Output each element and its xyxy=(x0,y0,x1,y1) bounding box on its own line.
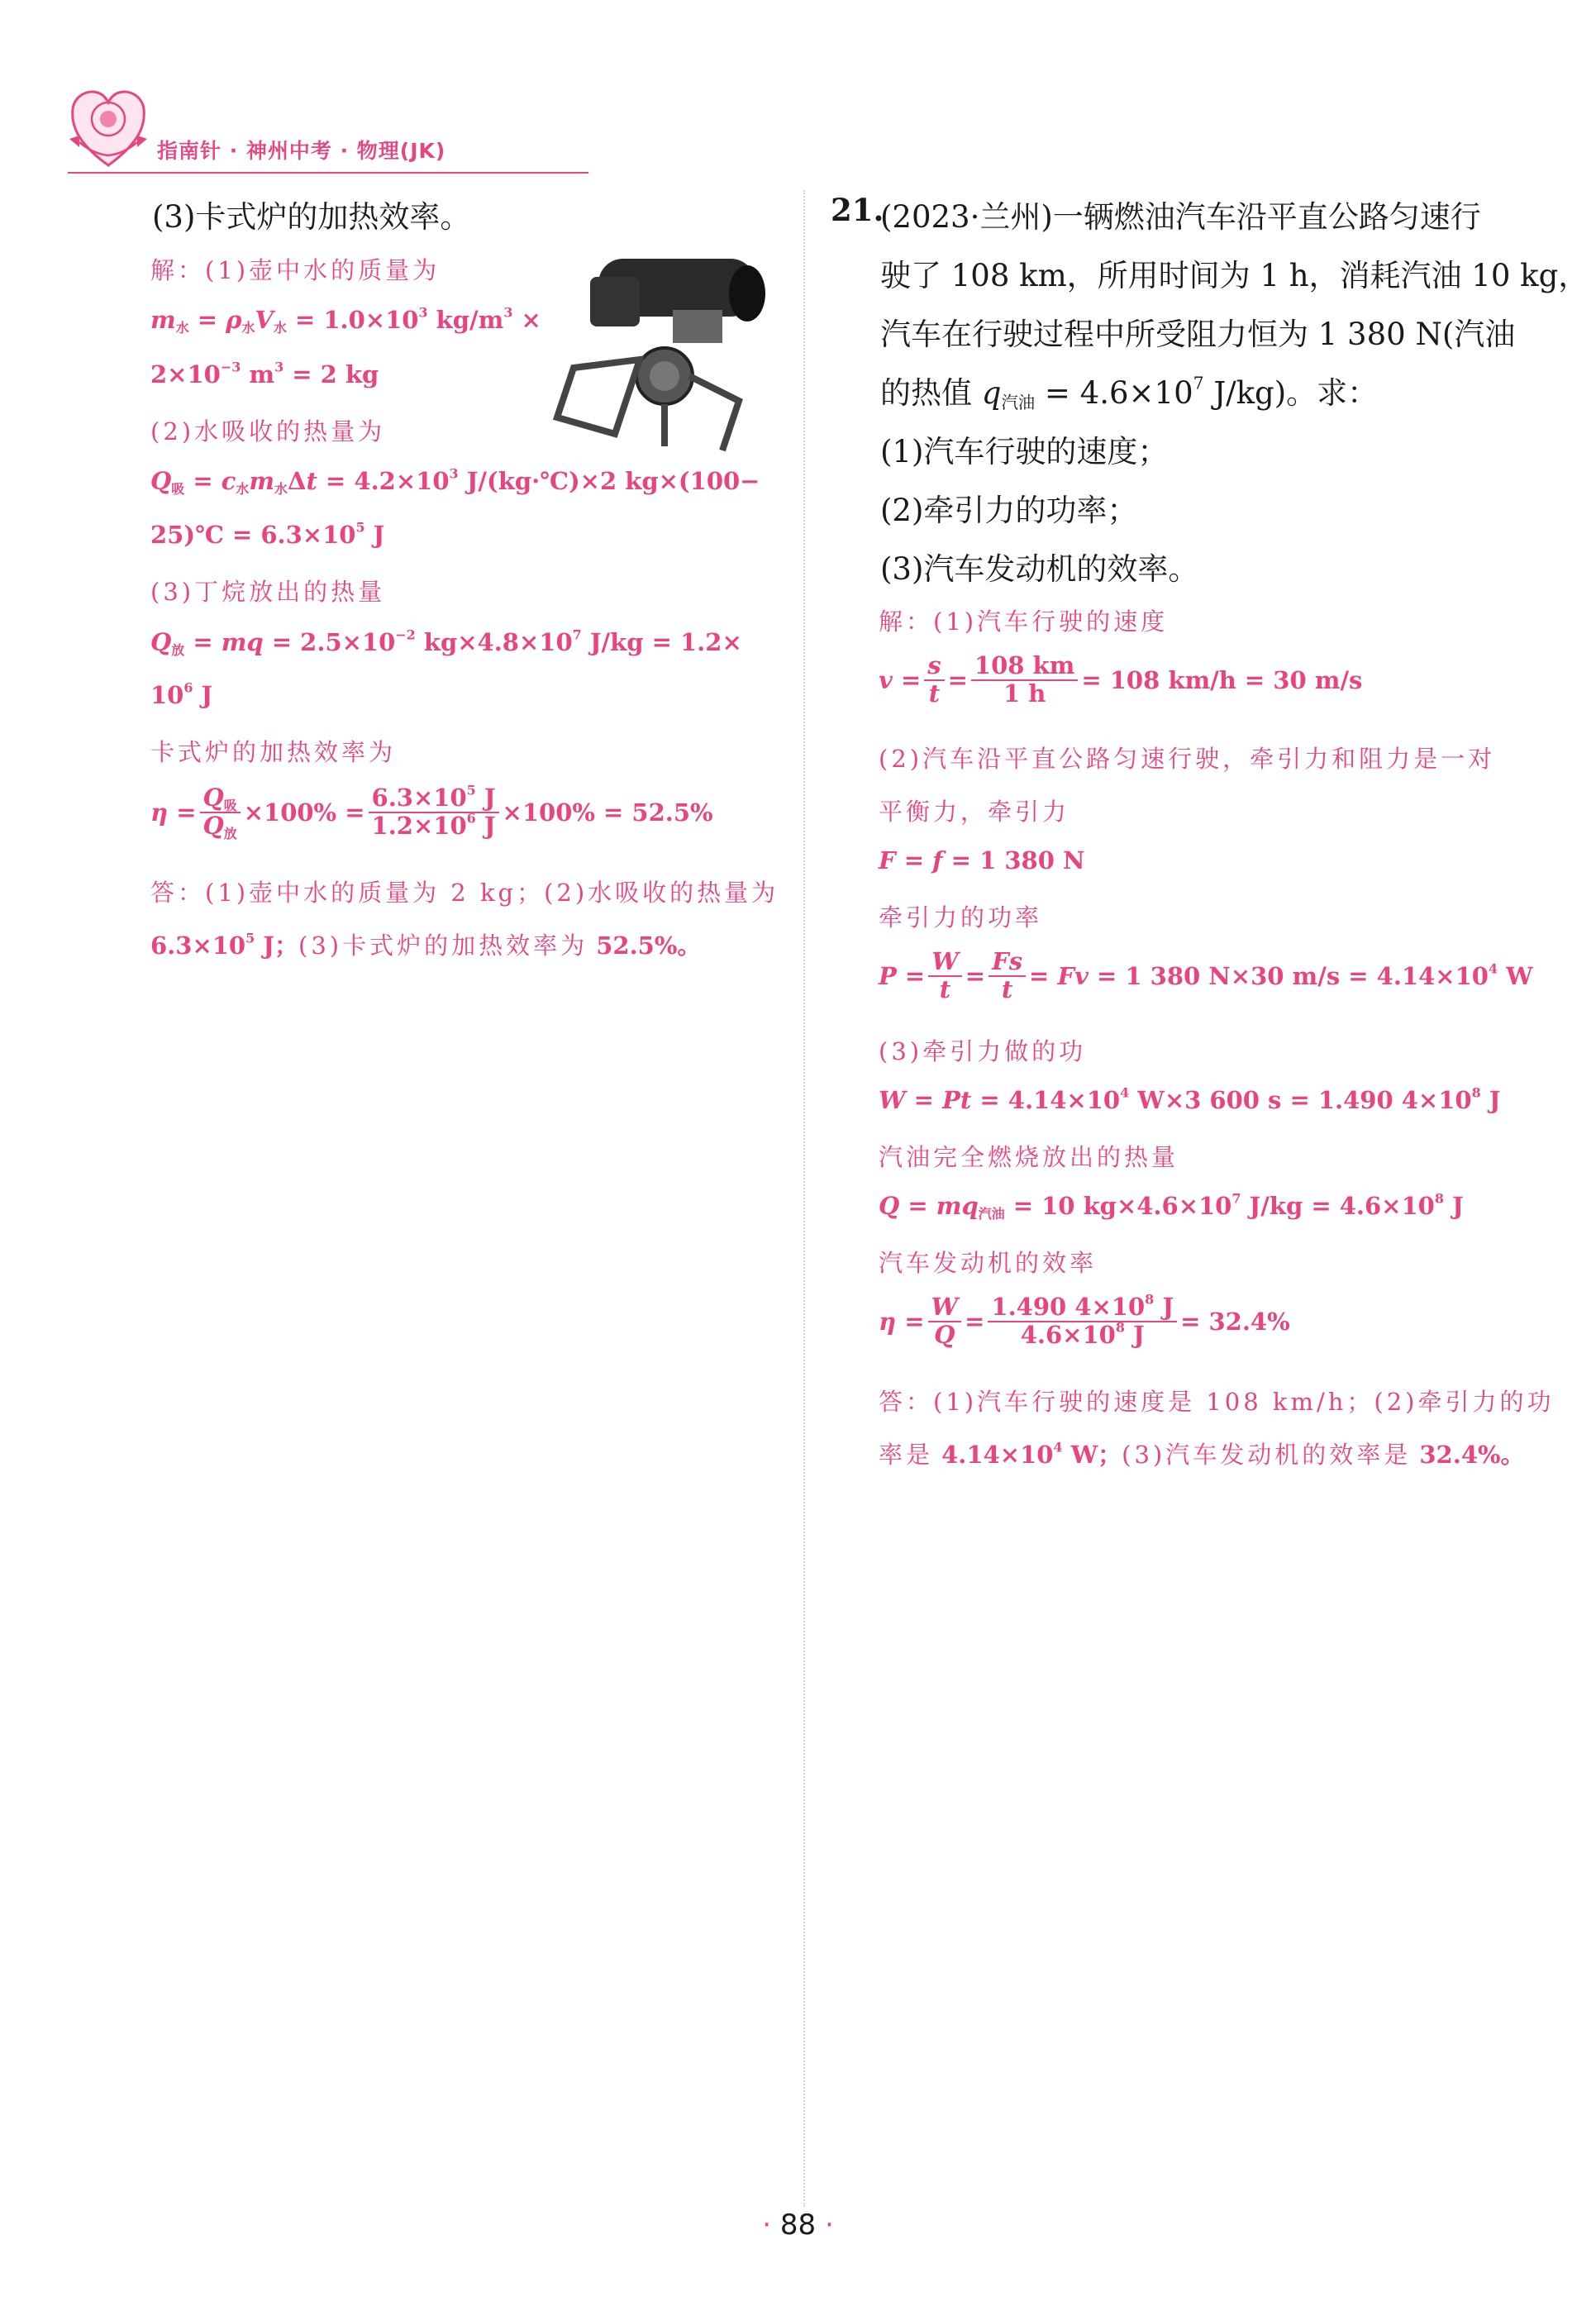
right-stem-line3: 汽车在行驶过程中所受阻力恒为 1 380 N(汽油 xyxy=(880,317,1516,352)
right-power-heading: 牵引力的功率 xyxy=(879,903,1043,931)
left-water-mass-line2: $2\times 10^{-3}$ $m^3 = 2$ kg xyxy=(150,359,379,388)
left-part3-heading: (3)丁烷放出的热量 xyxy=(150,578,386,606)
left-efficiency-heading: 卡式炉的加热效率为 xyxy=(150,738,397,766)
right-sub2: (2)牵引力的功率； xyxy=(880,493,1138,528)
right-efficiency-formula: η = $\frac{W}{Q}$ = $\frac{1.490 4\times 10^8 J}{4.6\times 10^8 J}$ = 32.4% xyxy=(879,1291,1290,1349)
publisher-logo-icon xyxy=(68,84,149,170)
left-heat-absorbed-line2: 25)℃ = $6.3\times 10^5$ J xyxy=(150,519,385,549)
right-sub1: (1)汽车行驶的速度； xyxy=(880,434,1169,469)
left-solution-heading: 解：(1)壶中水的质量为 xyxy=(150,256,441,284)
right-sub3: (3)汽车发动机的效率。 xyxy=(880,551,1199,587)
left-answer-line2: $6.3\times 10^5$ J；(3)卡式炉的加热效率为 52.5%。 xyxy=(150,930,702,960)
right-force-equation: F = f = 1 380 N xyxy=(879,846,1085,874)
left-answer-line1: 答：(1)壶中水的质量为 2 kg；(2)水吸收的热量为 xyxy=(150,879,779,907)
left-heat-absorbed-line1: $Q_吸 = c_水m_水\Delta t = 4.2\times 10^3$ J/(kg·℃)×2 kg×(100− xyxy=(150,465,760,497)
right-answer-line2: 率是 $4.14\times 10^4$ W；(3)汽车发动机的效率是 32.4%。 xyxy=(879,1439,1525,1469)
right-stem-line1: (2023·兰州)一辆燃油汽车沿平直公路匀速行 xyxy=(880,199,1481,235)
right-work-formula: $W = Pt = 4.14\times 10^4$ W×3 600 s = 1.490 $4\times 10^8$ J xyxy=(879,1084,1501,1114)
right-stem-line2: 驶了 108 km，所用时间为 1 h，消耗汽油 10 kg， xyxy=(880,258,1589,293)
right-power-formula: P = $\frac{W}{t}$ = $\frac{Fs}{t}$ = Fv = 1 380 N×30 $m/s = 4.14\times 10^4$ W xyxy=(879,947,1533,1003)
left-heat-released-line2: $10^6$ J xyxy=(150,679,213,709)
left-heat-released-line1: $Q_放$ = mq = $2.5\times 10^{-2}$ $kg\times 4.8\times 10^7$ J/kg = 1.2× xyxy=(150,627,742,658)
right-answer-line1: 答：(1)汽车行驶的速度是 108 km/h；(2)牵引力的功 xyxy=(879,1388,1555,1416)
right-part2-line2: 平衡力，牵引力 xyxy=(879,798,1070,826)
right-heat-formula: $Q = mq_{汽油} = 10$ $kg\times 4.6\times 10^7$ $J/kg = 4.6\times 10^8$ J xyxy=(879,1190,1464,1222)
left-part2-heading: (2)水吸收的热量为 xyxy=(150,417,386,445)
right-part2-line1: (2)汽车沿平直公路匀速行驶，牵引力和阻力是一对 xyxy=(879,745,1496,773)
gas-stove-image xyxy=(541,252,774,457)
left-water-mass-line1: $m_水 = \rho_水V_水 = 1.0\times 10^3$ $kg/m^3$ × xyxy=(150,304,541,336)
left-question-part3: (3)卡式炉的加热效率。 xyxy=(152,199,471,235)
column-divider xyxy=(803,190,805,2207)
right-heat-heading: 汽油完全燃烧放出的热量 xyxy=(879,1143,1179,1171)
right-solution-heading: 解：(1)汽车行驶的速度 xyxy=(879,607,1169,636)
right-question-number: 21. xyxy=(831,192,884,228)
page-number: · 88 · xyxy=(762,2208,834,2242)
left-efficiency-formula: η = $\frac{Q_吸}{Q_放}$ ×100% = $\frac{6.3\times 10^5 J}{1.2\times 10^6 J}$ ×100% = 52.5% xyxy=(150,782,713,841)
right-stem-line4: 的热值 $q_{汽油} = 4.6\times 10^7$ J/kg)。求： xyxy=(880,373,1379,413)
header-divider xyxy=(68,172,588,174)
header-title: 指南针 · 神州中考 · 物理(JK) xyxy=(157,139,446,163)
right-part3-heading: (3)牵引力做的功 xyxy=(879,1037,1087,1065)
right-efficiency-heading: 汽车发动机的效率 xyxy=(879,1249,1098,1277)
right-velocity-formula: v = $\frac{s}{t}$ = $\frac{108 km}{1 h}$ = 108 km/h = 30 m/s xyxy=(879,651,1363,708)
